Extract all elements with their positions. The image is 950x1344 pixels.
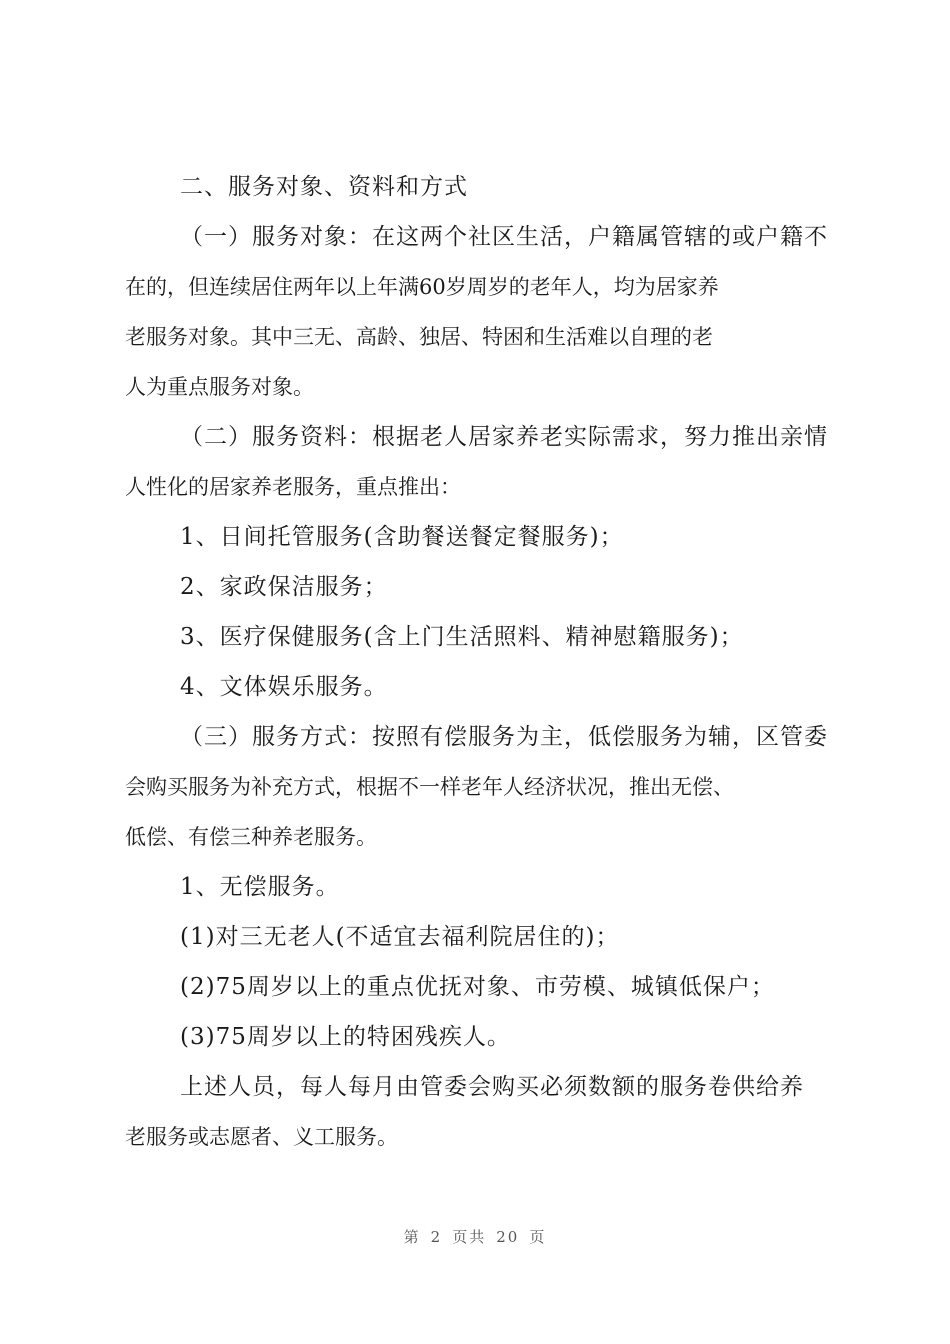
paragraph-line: 在的，但连续居住两年以上年满60岁周岁的老年人，均为居家养	[125, 275, 719, 299]
footer-middle: 页共	[452, 1228, 487, 1246]
paragraph-line: 人性化的居家养老服务，重点推出：	[125, 475, 461, 499]
list-item: 1、日间托管服务(含助餐送餐定餐服务)；	[180, 524, 624, 550]
paragraph-line: 人为重点服务对象。	[125, 375, 314, 399]
document-body	[125, 162, 850, 1162]
list-item: 3、医疗保健服务(含上门生活照料、精神慰籍服务)；	[180, 624, 744, 650]
list-item: (3)75周岁以上的特困残疾人。	[180, 1024, 511, 1050]
heading-text: 二、服务对象、资料和方式	[180, 174, 468, 200]
page-footer	[0, 1226, 950, 1247]
list-item: (2)75周岁以上的重点优抚对象、市劳模、城镇低保户；	[180, 974, 775, 1000]
footer-total-pages: 20	[496, 1228, 520, 1246]
footer-suffix: 页	[529, 1228, 547, 1246]
paragraph-line: （一）服务对象：在这两个社区生活，户籍属管辖的或户籍不	[180, 224, 828, 250]
paragraph-line: （三）服务方式：按照有偿服务为主，低偿服务为辅，区管委	[180, 724, 828, 750]
paragraph-line: （二）服务资料：根据老人居家养老实际需求，努力推出亲情	[180, 424, 828, 450]
paragraph-line: 老服务或志愿者、义工服务。	[125, 1125, 398, 1149]
section-heading	[180, 162, 850, 212]
list-item: 4、文体娱乐服务。	[180, 674, 388, 700]
paragraph-summary	[125, 1062, 850, 1162]
paragraph-service-content	[125, 412, 850, 512]
paragraph-service-target	[125, 212, 850, 412]
footer-prefix: 第	[403, 1228, 421, 1246]
paragraph-line: 低偿、有偿三种养老服务。	[125, 825, 377, 849]
free-service-section	[180, 862, 850, 1062]
paragraph-line: 上述人员，每人每月由管委会购买必须数额的服务卷供给养	[180, 1074, 804, 1100]
service-content-list	[180, 512, 850, 712]
paragraph-service-method	[125, 712, 850, 862]
free-service-title: 1、无偿服务。	[180, 874, 340, 900]
footer-page-number: 2	[430, 1228, 443, 1246]
list-item: 2、家政保洁服务；	[180, 574, 388, 600]
paragraph-line: 会购买服务为补充方式，根据不一样老年人经济状况，推出无偿、	[125, 775, 734, 799]
list-item: (1)对三无老人(不适宜去福利院居住的)；	[180, 924, 620, 950]
paragraph-line: 老服务对象。其中三无、高龄、独居、特困和生活难以自理的老	[125, 325, 713, 349]
